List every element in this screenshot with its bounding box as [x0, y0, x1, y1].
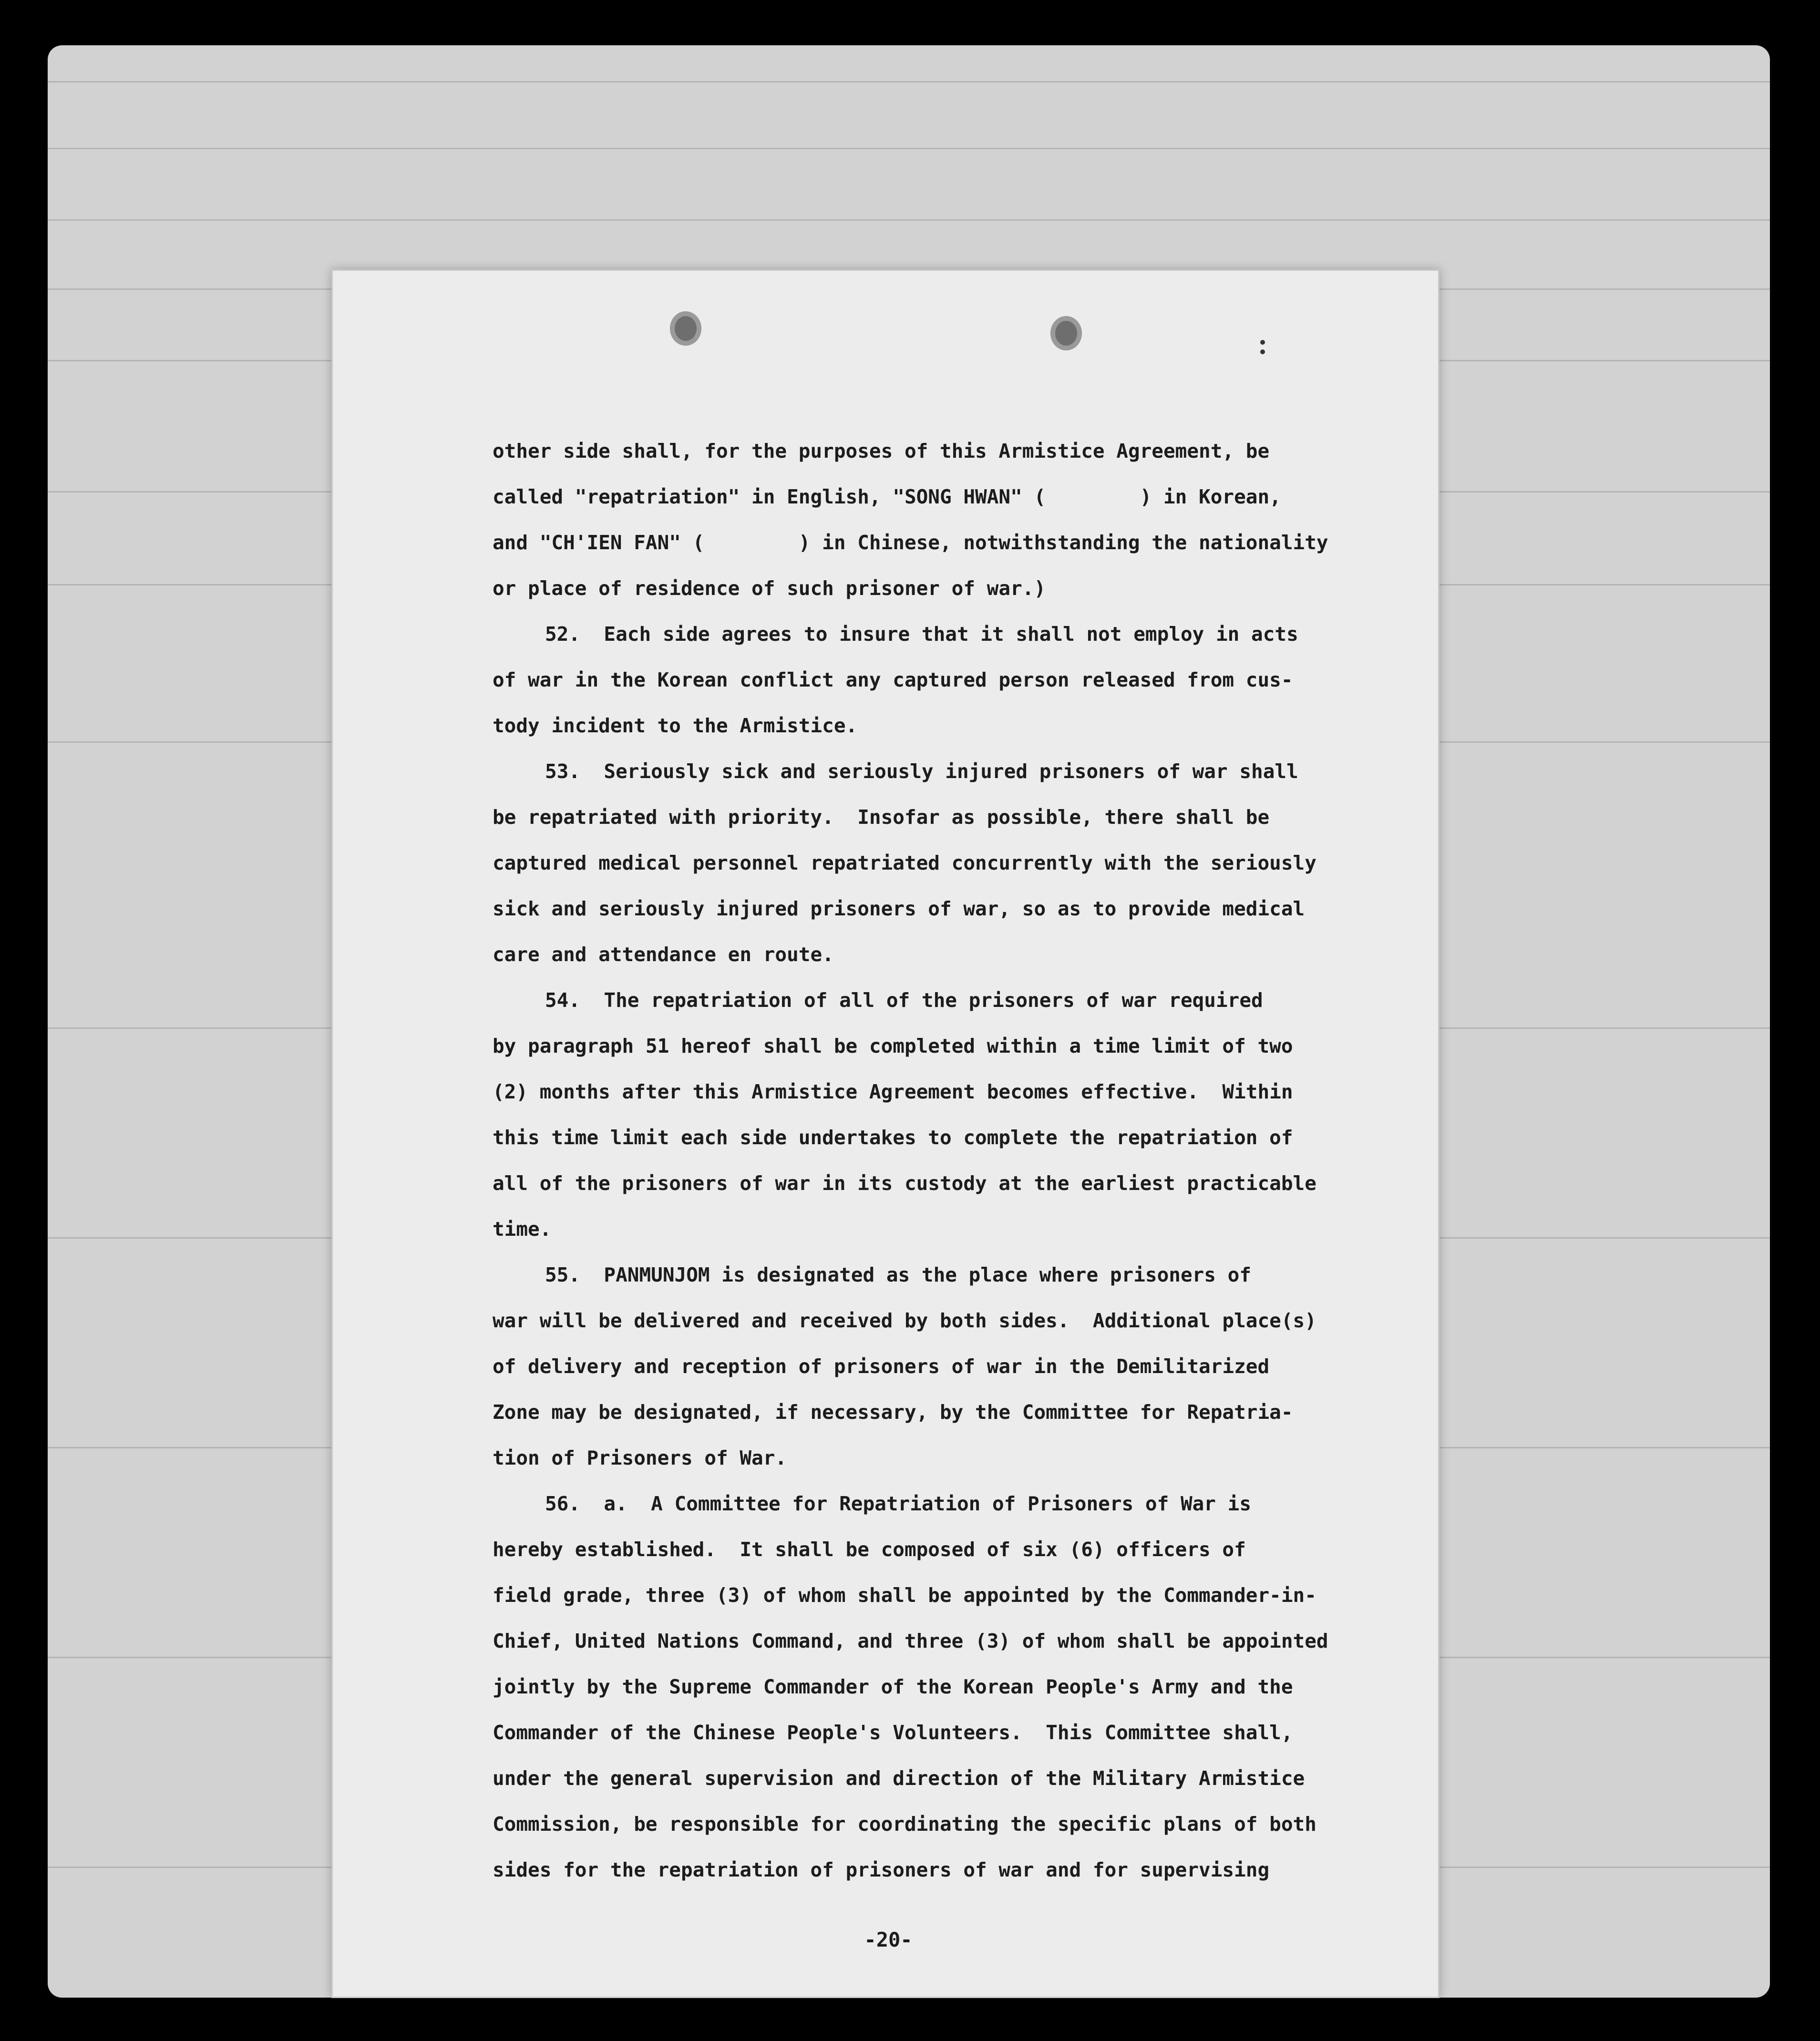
background-ruled-line: [48, 219, 1770, 221]
text-line: (2) months after this Armistice Agreement becomes effective. Within: [493, 1080, 1293, 1103]
text-line: or place of residence of such prisoner of war.): [493, 577, 1046, 600]
text-line: and "CH'IEN FAN" ( ) in Chinese, notwithstanding the nationality: [493, 531, 1328, 554]
background-ruled-line: [48, 81, 1770, 82]
text-line: hereby established. It shall be composed of six (6) officers of: [493, 1538, 1246, 1561]
document-page: [331, 269, 1440, 1998]
page-number: -20-: [864, 1928, 913, 1951]
text-line: jointly by the Supreme Commander of the Korean People's Army and the: [493, 1675, 1293, 1698]
paragraph-55: [493, 1252, 1365, 1481]
text-line: care and attendance en route.: [493, 943, 834, 966]
paragraph-54: [493, 977, 1365, 1252]
text-line: war will be delivered and received by both sides. Additional place(s): [493, 1309, 1316, 1332]
text-line: of delivery and reception of prisoners of war in the Demilitarized: [493, 1355, 1270, 1378]
text-line: field grade, three (3) of whom shall be appointed by the Commander-in-: [493, 1584, 1316, 1607]
background-ruled-line: [48, 148, 1770, 149]
paragraph-53: [493, 749, 1365, 977]
text-line: called "repatriation" in English, "SONG HWAN" ( ) in Korean,: [493, 485, 1281, 508]
text-line: Commander of the Chinese People's Volunteers. This Committee shall,: [493, 1721, 1293, 1744]
text-line: be repatriated with priority. Insofar as possible, there shall be: [493, 806, 1270, 829]
text-line: under the general supervision and direction of the Military Armistice: [493, 1767, 1305, 1790]
text-line: 55. PANMUNJOM is designated as the place where prisoners of: [545, 1263, 1252, 1286]
text-line: Zone may be designated, if necessary, by the Committee for Repatria-: [493, 1401, 1293, 1424]
text-line: sick and seriously injured prisoners of war, so as to provide medical: [493, 897, 1305, 920]
text-line: Chief, United Nations Command, and three (3) of whom shall be appointed: [493, 1630, 1328, 1652]
text-line: by paragraph 51 hereof shall be completed within a time limit of two: [493, 1035, 1293, 1057]
text-line: 56. a. A Committee for Repatriation of Prisoners of War is: [545, 1492, 1252, 1515]
text-line: 52. Each side agrees to insure that it shall not employ in acts: [545, 623, 1298, 646]
text-line: 54. The repatriation of all of the prisoners of war required: [545, 989, 1263, 1012]
text-line: tody incident to the Armistice.: [493, 714, 858, 737]
text-line: tion of Prisoners of War.: [493, 1446, 787, 1469]
text-line: of war in the Korean conflict any captured person released from cus-: [493, 668, 1293, 691]
text-line: Commission, be responsible for coordinating the specific plans of both: [493, 1813, 1316, 1836]
stray-mark: [1260, 340, 1265, 345]
paragraph-56a: [493, 1481, 1365, 1893]
text-line: 53. Seriously sick and seriously injured prisoners of war shall: [545, 760, 1298, 783]
document-body: [493, 428, 1365, 1893]
punch-hole-left: [670, 311, 701, 346]
text-line: other side shall, for the purposes of this Armistice Agreement, be: [493, 440, 1270, 462]
text-line: this time limit each side undertakes to complete the repatriation of: [493, 1126, 1293, 1149]
text-line: captured medical personnel repatriated concurrently with the seriously: [493, 851, 1316, 874]
text-line: sides for the repatriation of prisoners of war and for supervising: [493, 1858, 1270, 1881]
text-line: all of the prisoners of war in its custody at the earliest practicable: [493, 1172, 1316, 1195]
paragraph-51-continued: [493, 428, 1365, 611]
punch-hole-right: [1050, 316, 1082, 350]
text-line: time.: [493, 1218, 552, 1241]
stray-mark: [1260, 349, 1265, 354]
paragraph-52: [493, 611, 1365, 749]
